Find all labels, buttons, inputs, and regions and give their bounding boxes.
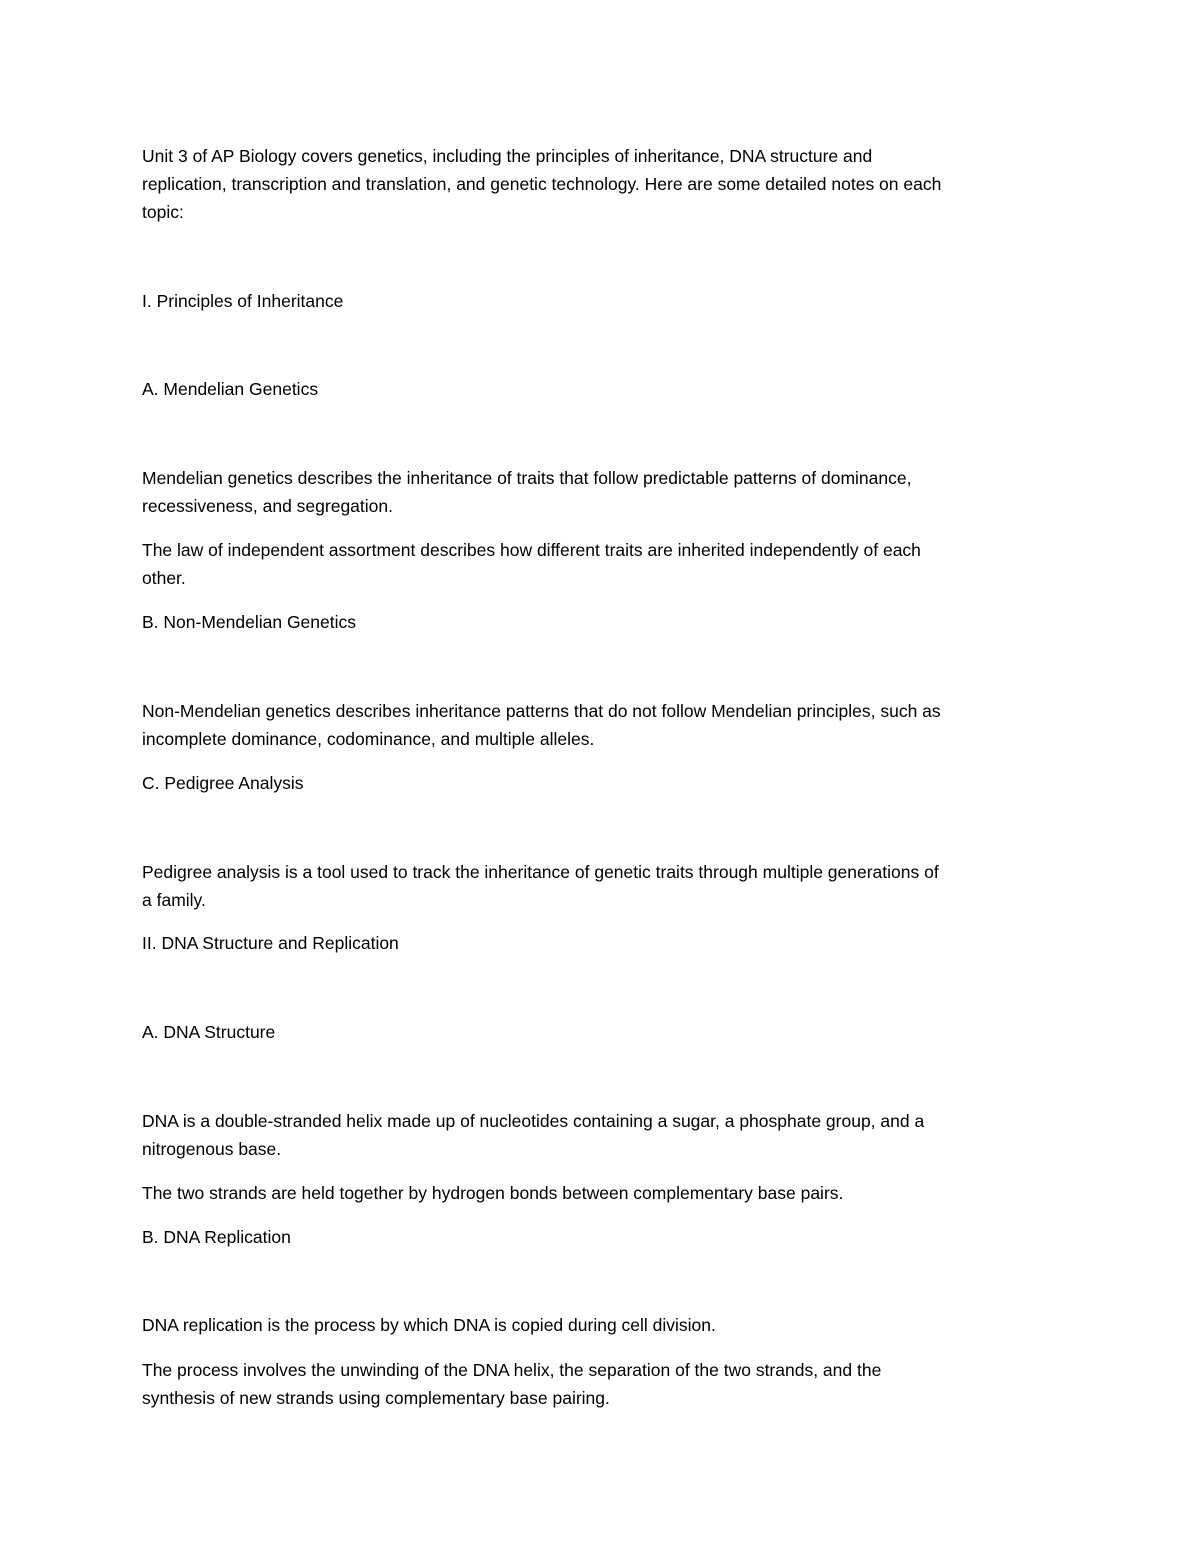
section-heading-dna: II. DNA Structure and Replication: [142, 933, 399, 953]
dna-structure-paragraph-2: The two strands are held together by hydrogen bonds between complementary base pairs.: [142, 1183, 844, 1203]
subsection-heading-mendelian: A. Mendelian Genetics: [142, 379, 319, 399]
mendelian-paragraph-1-line-2: recessiveness, and segregation.: [142, 496, 393, 516]
dna-replication-paragraph-2-line-2: synthesis of new strands using complementary base pairing.: [142, 1388, 610, 1408]
intro-line-3: topic:: [142, 202, 184, 222]
subsection-heading-non-mendelian: B. Non-Mendelian Genetics: [142, 612, 356, 632]
intro-line-1: Unit 3 of AP Biology covers genetics, including the principles of inheritance, DNA structure and: [142, 146, 873, 166]
mendelian-paragraph-2-line-2: other.: [142, 568, 186, 588]
mendelian-paragraph-2-line-1: The law of independent assortment describes how different traits are inherited independently of each: [142, 540, 921, 560]
dna-structure-paragraph-1-line-2: nitrogenous base.: [142, 1139, 282, 1159]
intro-line-2: replication, transcription and translation, and genetic technology. Here are some detailed notes on each: [142, 174, 942, 194]
subsection-heading-dna-replication: B. DNA Replication: [142, 1227, 291, 1247]
dna-replication-paragraph-1: DNA replication is the process by which DNA is copied during cell division.: [142, 1315, 716, 1335]
subsection-heading-pedigree: C. Pedigree Analysis: [142, 773, 304, 793]
section-heading-principles: I. Principles of Inheritance: [142, 291, 344, 311]
non-mendelian-paragraph-line-1: Non-Mendelian genetics describes inheritance patterns that do not follow Mendelian principles, such as: [142, 701, 941, 721]
dna-structure-paragraph-1-line-1: DNA is a double-stranded helix made up of nucleotides containing a sugar, a phosphate group, and a: [142, 1111, 925, 1131]
pedigree-paragraph-line-2: a family.: [142, 890, 206, 910]
subsection-heading-dna-structure: A. DNA Structure: [142, 1022, 276, 1042]
mendelian-paragraph-1-line-1: Mendelian genetics describes the inheritance of traits that follow predictable patterns of dominance,: [142, 468, 912, 488]
pedigree-paragraph-line-1: Pedigree analysis is a tool used to track the inheritance of genetic traits through multiple generations of: [142, 862, 939, 882]
non-mendelian-paragraph-line-2: incomplete dominance, codominance, and multiple alleles.: [142, 729, 595, 749]
dna-replication-paragraph-2-line-1: The process involves the unwinding of the DNA helix, the separation of the two strands, and the: [142, 1360, 882, 1380]
